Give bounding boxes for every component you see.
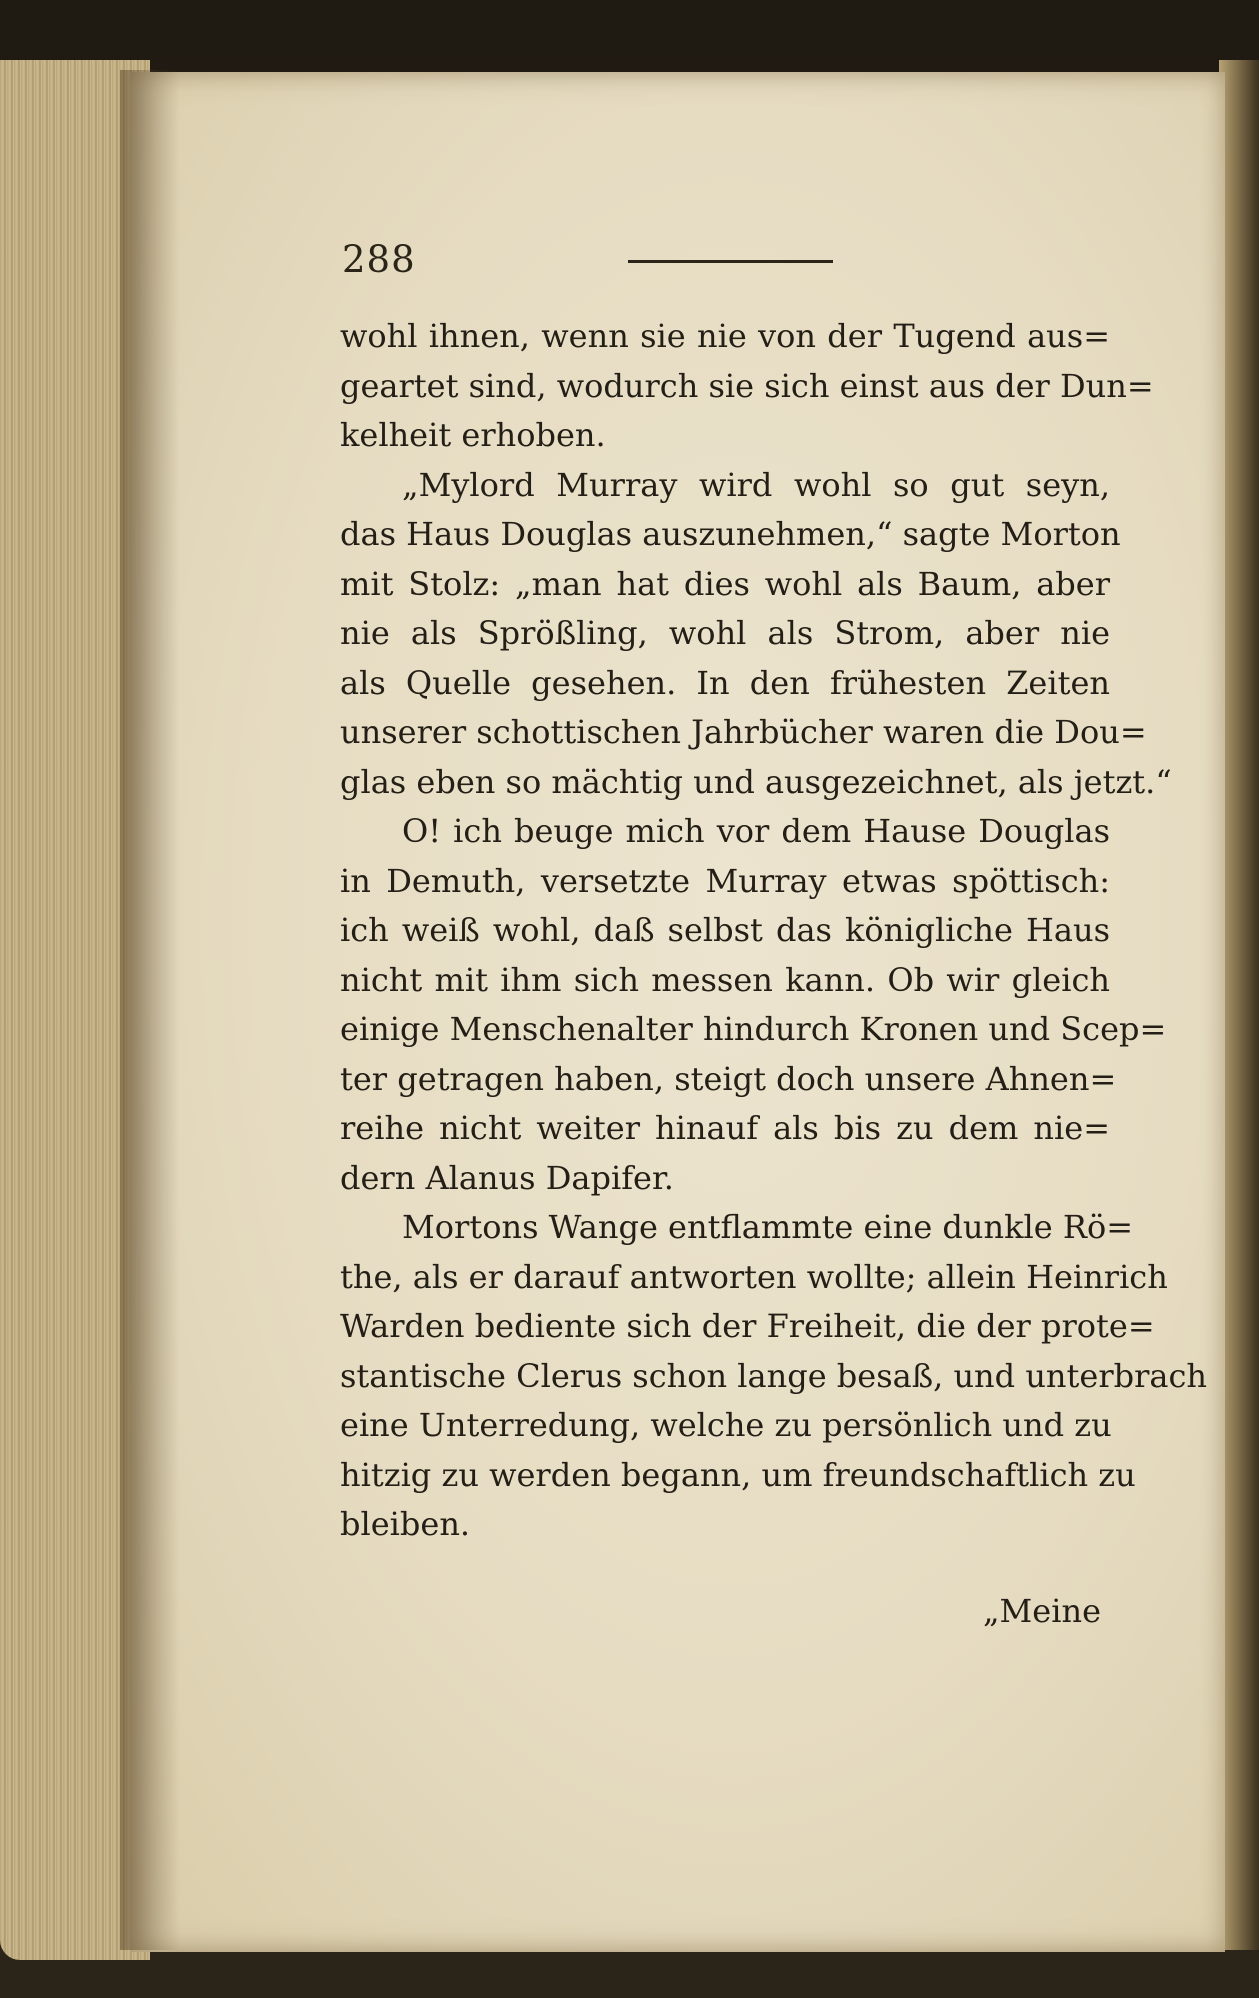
header-rule bbox=[628, 260, 833, 263]
text-line: als Quelle gesehen. In den frühesten Zeiten bbox=[340, 663, 1110, 702]
text-line: das Haus Douglas auszunehmen,“ sagte Morton bbox=[340, 515, 1121, 553]
text-line: hitzig zu werden begann, um freundschaftlich zu bbox=[340, 1455, 1136, 1494]
text-line: ter getragen haben, steigt doch unsere Ahnen= bbox=[340, 1059, 1117, 1098]
text-line: O! ich beuge mich vor dem Hause Douglas bbox=[402, 812, 1110, 850]
text-line: Mortons Wange entflammte eine dunkle Rö= bbox=[402, 1208, 1134, 1246]
text-line: Warden bediente sich der Freiheit, die der prote= bbox=[340, 1307, 1155, 1345]
text-line: unserer schottischen Jahrbücher waren die Dou= bbox=[340, 713, 1147, 751]
text-line: dern Alanus Dapifer. bbox=[340, 1158, 674, 1197]
text-line: nie als Sprößling, wohl als Strom, aber nie bbox=[340, 614, 1110, 652]
text-line: in Demuth, versetzte Murray etwas spöttisch: bbox=[340, 861, 1110, 900]
gutter-shadow bbox=[120, 70, 180, 1950]
body-text bbox=[340, 312, 1208, 1550]
text-line: „Mylord Murray wird wohl so gut seyn, bbox=[402, 465, 1110, 504]
text-line: nicht mit ihm sich messen kann. Ob wir gleich bbox=[340, 960, 1110, 999]
text-line: reihe nicht weiter hinauf als bis zu dem nie= bbox=[340, 1109, 1110, 1147]
text-line: mit Stolz: „man hat dies wohl als Baum, aber bbox=[340, 564, 1110, 603]
text-line: einige Menschenalter hindurch Kronen und Scep= bbox=[340, 1010, 1167, 1048]
text-line: stantische Clerus schon lange besaß, und unterbrach bbox=[340, 1356, 1208, 1395]
text-line: geartet sind, wodurch sie sich einst aus der Dun= bbox=[340, 366, 1154, 405]
text-line: wohl ihnen, wenn sie nie von der Tugend aus= bbox=[340, 317, 1110, 355]
text-line: glas eben so mächtig und ausgezeichnet, als jetzt.“ bbox=[340, 762, 1172, 801]
text-line: ich weiß wohl, daß selbst das königliche Haus bbox=[340, 911, 1110, 949]
book-cover-edge bbox=[1219, 60, 1259, 1950]
page-number: 288 bbox=[342, 238, 416, 281]
text-line: eine Unterredung, welche zu persönlich und zu bbox=[340, 1406, 1112, 1444]
text-line: bleiben. bbox=[340, 1505, 471, 1543]
catchword: „Meine bbox=[982, 1592, 1101, 1630]
text-line: the, als er darauf antworten wollte; allein Heinrich bbox=[340, 1257, 1168, 1296]
text-line: kelheit erhoben. bbox=[340, 416, 606, 454]
